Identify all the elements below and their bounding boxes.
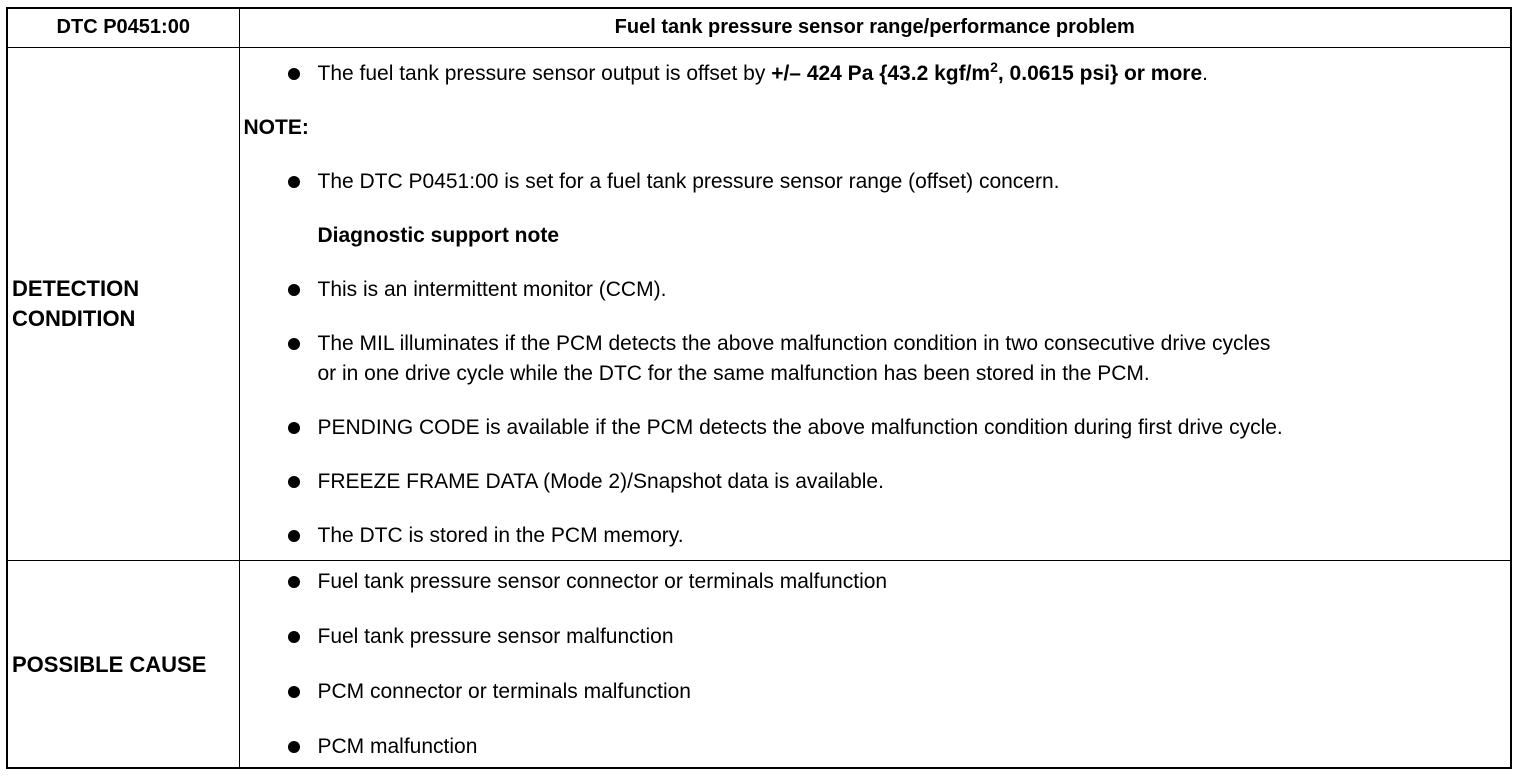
bullet-dot-icon xyxy=(288,422,300,434)
detection-label xyxy=(8,47,239,560)
cause-item xyxy=(240,622,1511,652)
bullet-dot-icon xyxy=(288,68,300,80)
support-bullet-1-text: This is an intermittent monitor (CCM). xyxy=(317,277,667,301)
bullet-dot-icon xyxy=(288,176,300,188)
cause-item-text: PCM malfunction xyxy=(317,735,478,759)
support-bullet-3-text: PENDING CODE is available if the PCM detects the above malfunction condition during first drive cycle. xyxy=(317,415,1283,439)
cause-item xyxy=(240,567,1511,597)
detection-label-line2: CONDITION xyxy=(12,305,136,331)
possible-cause-row xyxy=(8,560,1510,769)
cause-item xyxy=(240,677,1511,707)
cause-item-text: Fuel tank pressure sensor malfunction xyxy=(317,625,674,649)
bullet-dot-icon xyxy=(288,576,300,588)
dtc-code: DTC P0451:00 xyxy=(8,9,239,47)
support-bullet-4 xyxy=(240,467,1511,497)
possible-cause-label: POSSIBLE CAUSE xyxy=(8,560,239,769)
support-bullet-4-text: FREEZE FRAME DATA (Mode 2)/Snapshot data is available. xyxy=(317,469,884,493)
support-heading: Diagnostic support note xyxy=(317,223,559,247)
offset-value-bold: +/– 424 Pa {43.2 kgf/m xyxy=(771,61,991,85)
note-bullet xyxy=(240,167,1511,197)
bullet-dot-icon xyxy=(288,631,300,643)
bullet-dot-icon xyxy=(288,476,300,488)
support-bullet-2 xyxy=(240,329,1511,389)
cause-item-text: PCM connector or terminals malfunction xyxy=(317,680,691,704)
detection-content xyxy=(239,47,1510,560)
offset-text-post: . xyxy=(1202,61,1209,85)
support-bullet-1 xyxy=(240,275,1511,305)
offset-text-pre: The fuel tank pressure sensor output is offset by xyxy=(317,61,772,85)
possible-cause-content xyxy=(239,560,1510,769)
cause-item xyxy=(240,732,1511,762)
detection-main-bullet xyxy=(240,59,1511,89)
bullet-dot-icon xyxy=(288,530,300,542)
support-bullet-5 xyxy=(240,521,1511,551)
support-bullet-2-line1: The MIL illuminates if the PCM detects the above malfunction condition in two consecutive drive cycles xyxy=(317,331,1271,355)
bullet-dot-icon xyxy=(288,284,300,296)
offset-value-bold-tail: , 0.0615 psi} or more xyxy=(997,61,1203,85)
bullet-dot-icon xyxy=(288,686,300,698)
note-bullet-text: The DTC P0451:00 is set for a fuel tank pressure sensor range (offset) concern. xyxy=(317,169,1060,193)
dtc-sheet xyxy=(6,7,1512,769)
dtc-table xyxy=(8,9,1510,769)
detection-row xyxy=(8,47,1510,560)
detection-label-line1: DETECTION xyxy=(12,275,140,301)
cause-item-text: Fuel tank pressure sensor connector or terminals malfunction xyxy=(317,570,888,594)
bullet-dot-icon xyxy=(288,741,300,753)
support-bullet-2-line2: or in one drive cycle while the DTC for the same malfunction has been stored in the PCM. xyxy=(317,361,1150,385)
support-bullet-5-text: The DTC is stored in the PCM memory. xyxy=(317,523,684,547)
header-row xyxy=(8,9,1510,47)
note-title: NOTE: xyxy=(243,115,309,139)
bullet-dot-icon xyxy=(288,338,300,350)
offset-value-superscript: 2 xyxy=(990,58,998,75)
support-bullet-3 xyxy=(240,413,1511,443)
dtc-title: Fuel tank pressure sensor range/performance problem xyxy=(239,9,1510,47)
